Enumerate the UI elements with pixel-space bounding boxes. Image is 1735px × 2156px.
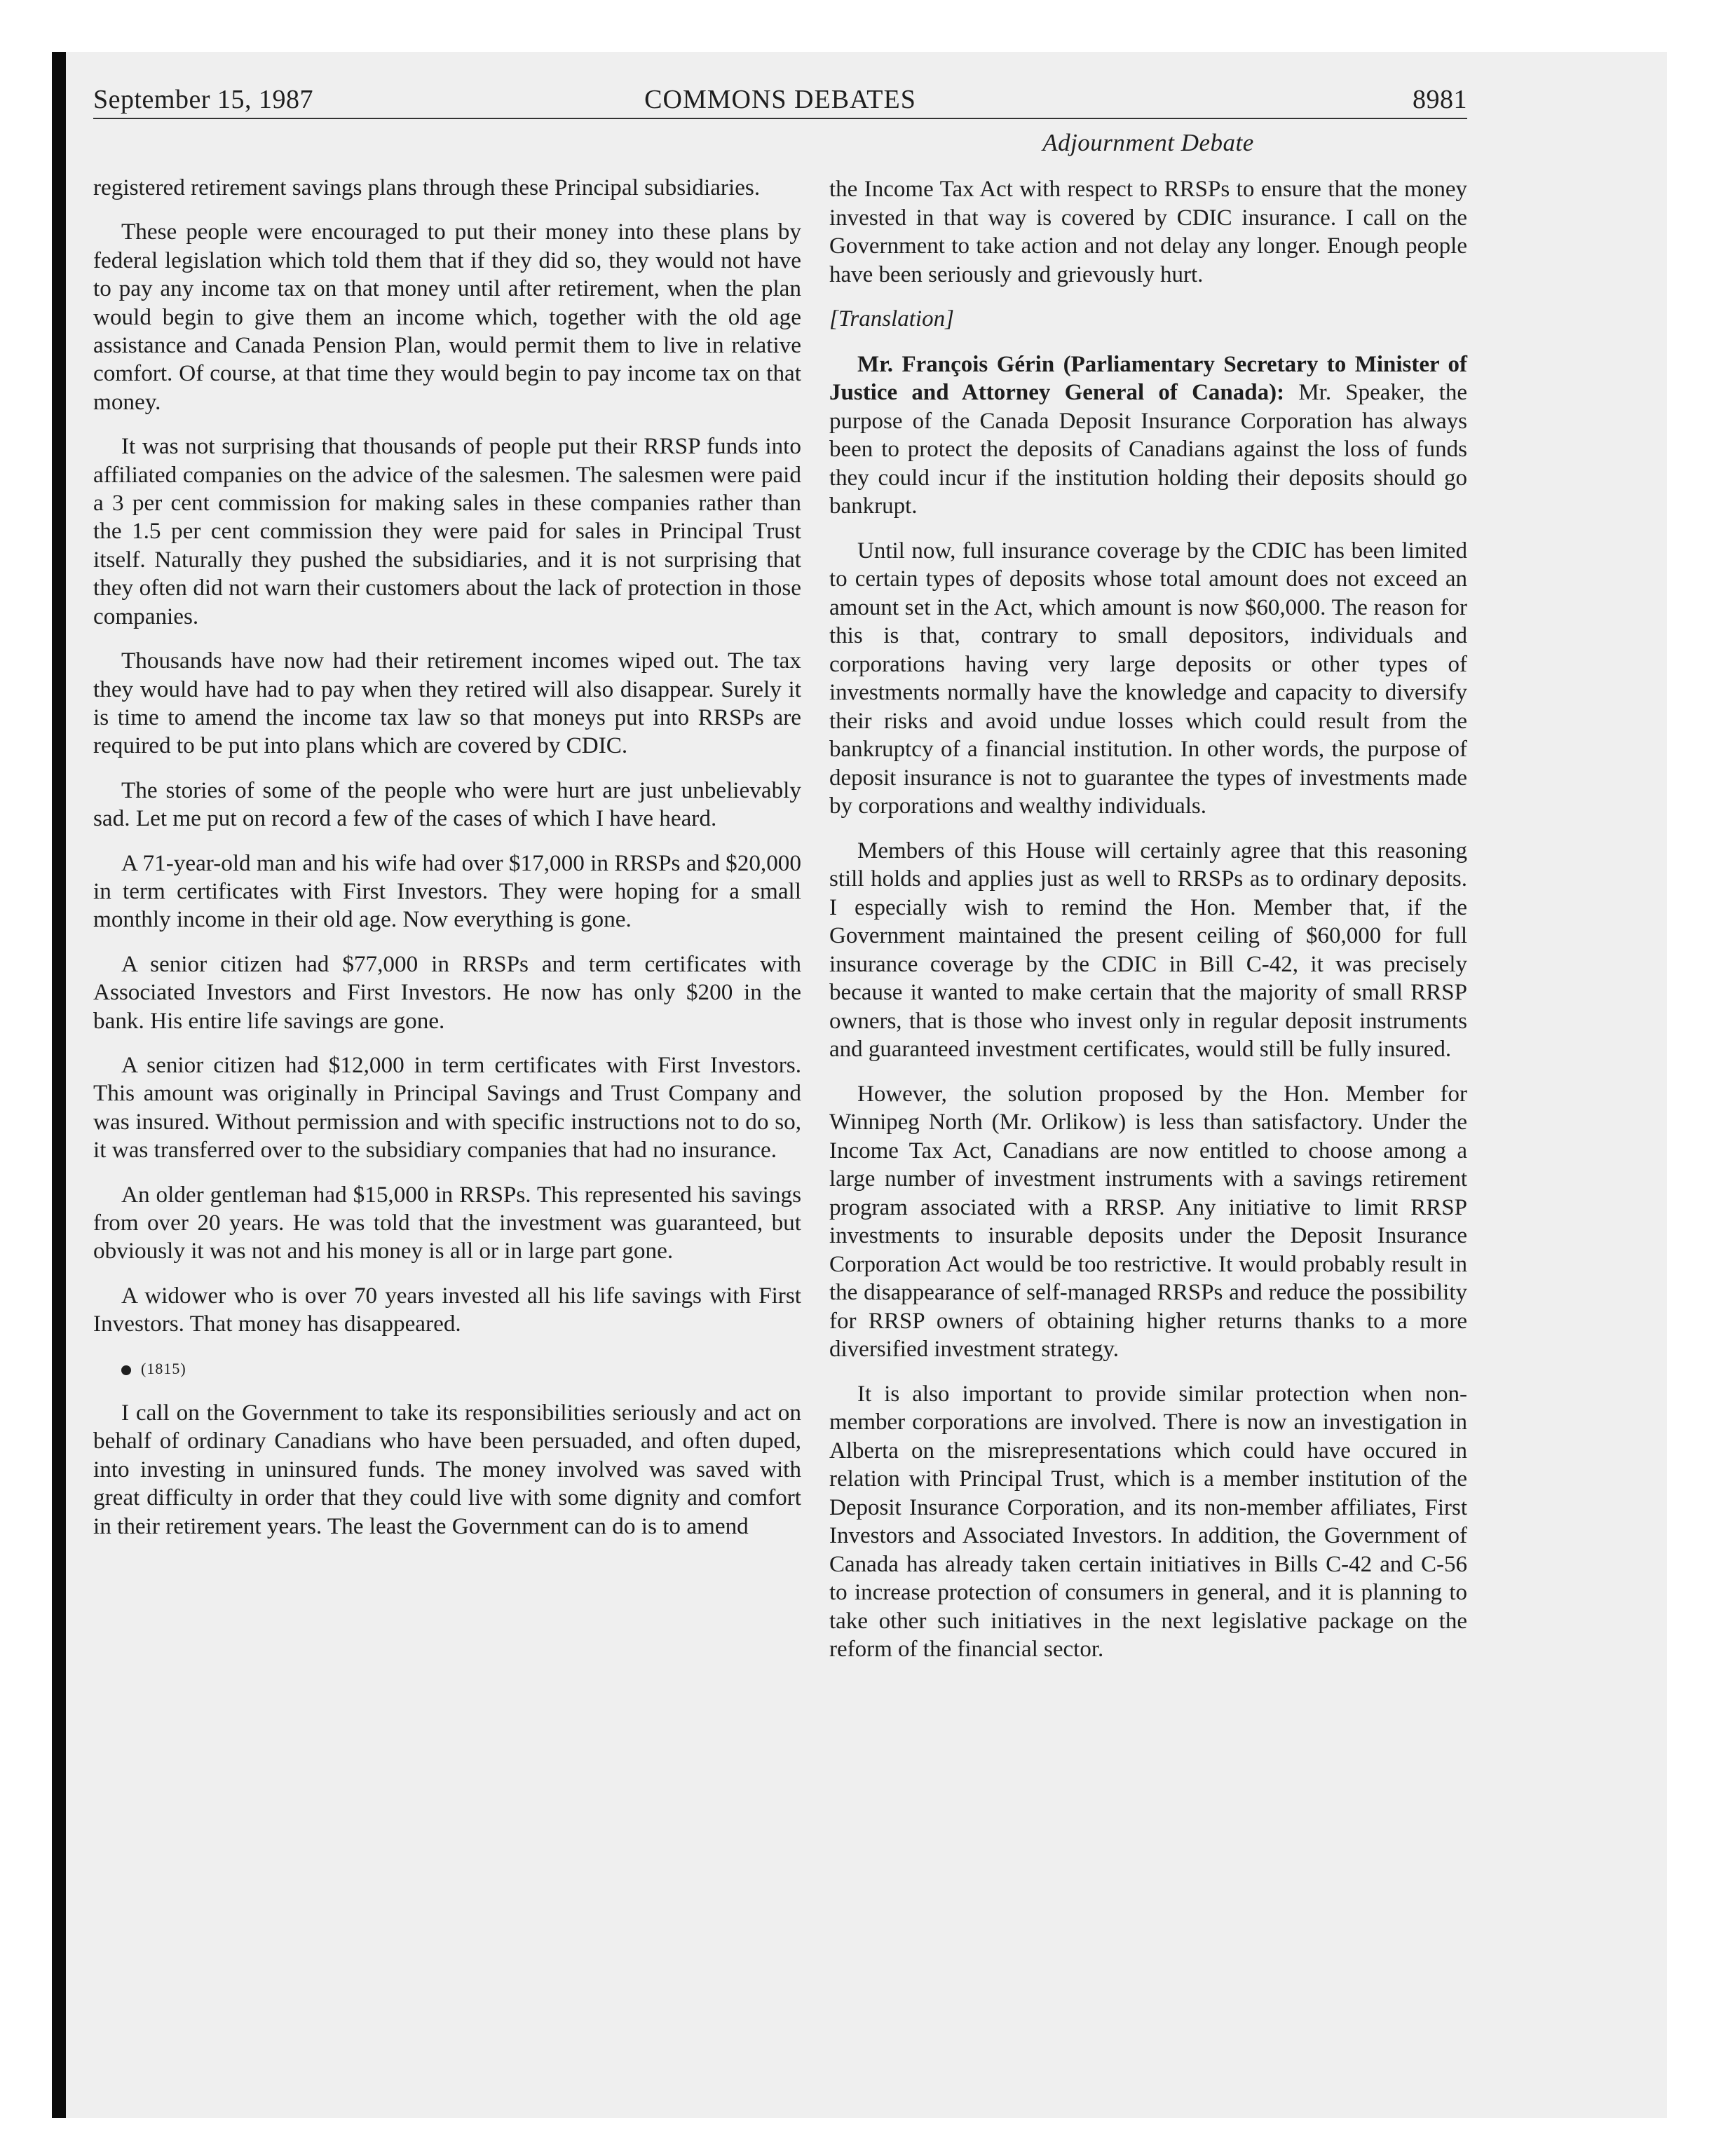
paragraph: It was not surprising that thousands of people put their RRSP funds into affiliated companies on the advice of the salesmen. The salesmen were paid a 3 per cent commission for making sales in these companies rather than the 1.5 per cent commission they were paid for sales in Principal Trust itself. Naturally they pushed the subsidiaries, and it is not surprising that they often did not warn their customers about the lack of protection in those companies. (93, 433, 801, 629)
page-number: 8981 (1413, 85, 1467, 114)
paragraph: registered retirement savings plans through these Principal subsidiaries. (93, 175, 761, 200)
paragraph: An older gentleman had $15,000 in RRSPs. This represented his savings from over 20 years. He was told that the investment was guaranteed, but obviously it was not and his money is all or in large part gone. (93, 1181, 801, 1264)
header-rule (93, 118, 1467, 119)
translation-label: [Translation] (829, 306, 954, 332)
bullet-icon (121, 1365, 131, 1375)
paragraph: It is also important to provide similar protection when non-member corporations are involved. There is now an investigation in Alberta on the misrepresentations which could have occured in relation with Principal Trust, which is a member institution of the Deposit Insurance Corporation, and its non-member affiliates, First Investors and Associated Investors. In addition, the Government of Canada has already taken certain initiatives in Bills C-42 and C-56 to increase protection of consumers in general, and it is planning to take other such initiatives in the next legislative package on the reform of the financial sector. (829, 1381, 1467, 1662)
paragraph: These people were encouraged to put their money into these plans by federal legislation which told them that if they did so, they would not have to pay any income tax on that money until after retirement, when the plan would begin to give them an income which, together with the old age assistance and Canada Pension Plan, would permit them to live in relative comfort. Of course, at that time they would begin to pay income tax on that money. (93, 219, 801, 415)
speaker-text: Mr. Speaker, the purpose of the Canada Deposit Insurance Corporation has always been to protect the deposits of Canadians against the loss of funds they could incur if the institution holding their deposits should go bankrupt. (829, 380, 1467, 519)
header-date: September 15, 1987 (93, 85, 314, 114)
speaker-paragraph (829, 350, 1467, 521)
paragraph: A senior citizen had $77,000 in RRSPs and term certificates with Associated Investors and First Investors. He now has only $200 in the bank. His entire life savings are gone. (93, 950, 801, 1034)
left-column (93, 174, 801, 1557)
scan-border (52, 52, 66, 2118)
paragraph: A senior citizen had $12,000 in term certificates with First Investors. This amount was originally in Principal Savings and Trust Company and was insured. Without permission and with specific instructions not to do so, it was transferred over to the subsidiary companies that had no insurance. (93, 1051, 801, 1164)
paragraph: A 71-year-old man and his wife had over $17,000 in RRSPs and $20,000 in term certificates with First Investors. They were hoping for a small monthly income in their old age. Now everything is gone. (93, 850, 801, 933)
paragraph: However, the solution proposed by the Hon. Member for Winnipeg North (Mr. Orlikow) is less than satisfactory. Under the Income Tax Act, Canadians are now entitled to choose among a large number of investment instruments with a savings retirement program associated with a RRSP. Any initiative to limit RRSP investments to insurable deposits under the Deposit Insurance Corporation Act would be too restrictive. It would probably result in the disappearance of self-managed RRSPs and reduce the possibility for RRSP owners of obtaining higher returns thanks to a more diversified investment strategy. (829, 1081, 1467, 1362)
running-header (93, 84, 1467, 121)
time-marker-text: (1815) (141, 1359, 186, 1377)
paragraph: Until now, full insurance coverage by the CDIC has been limited to certain types of deposits whose total amount does not exceed an amount set in the Act, which amount is now $60,000. The reason for this is that, contrary to small depositors, individuals and corporations having very large deposits or other types of investments normally have the knowledge and capacity to diversify their risks and avoid undue losses which could result from the bankruptcy of a financial institution. In other words, the purpose of deposit insurance is not to guarantee the types of investments made by corporations and wealthy individuals. (829, 538, 1467, 819)
right-column (829, 175, 1467, 1680)
paragraph: A widower who is over 70 years invested all his life savings with First Investors. That money has disappeared. (93, 1282, 801, 1337)
paragraph: Thousands have now had their retirement incomes wiped out. The tax they would have had to pay when they retired will also disappear. Surely it is time to amend the income tax law so that moneys put into RRSPs are required to be put into plans which are covered by CDIC. (93, 648, 801, 759)
paragraph: The stories of some of the people who were hurt are just unbelievably sad. Let me put on record a few of the cases of which I have heard. (93, 777, 801, 832)
speaker-name: Mr. François Gérin (Parliamentary Secretary to Minister of Justice and Attorney General of Canada): (829, 351, 1467, 405)
paragraph: Members of this House will certainly agree that this reasoning still holds and applies just as well to RRSPs as to ordinary deposits. I especially wish to remind the Hon. Member that, if the Government maintained the present ceiling of $60,000 for full insurance coverage by the CDIC in Bill C-42, it was precisely because it wanted to make certain that the majority of small RRSP owners, that is those who invest only in regular deposit instruments and guaranteed investment certificates, would still be fully insured. (829, 838, 1467, 1062)
time-marker (93, 1355, 801, 1383)
header-title: COMMONS DEBATES (644, 85, 916, 114)
paragraph: I call on the Government to take its responsibilities seriously and act on behalf of ordinary Canadians who have been persuaded, and often duped, into investing in uninsured funds. The money involved was saved with great difficulty in order that they could live with some dignity and comfort in their retirement years. The least the Government can do is to amend (93, 1400, 801, 1539)
paragraph: the Income Tax Act with respect to RRSPs to ensure that the money invested in that way is covered by CDIC insurance. I call on the Government to take action and not delay any longer. Enough people have been seriously and grievously hurt. (829, 177, 1467, 287)
section-heading: Adjournment Debate (1042, 129, 1254, 156)
